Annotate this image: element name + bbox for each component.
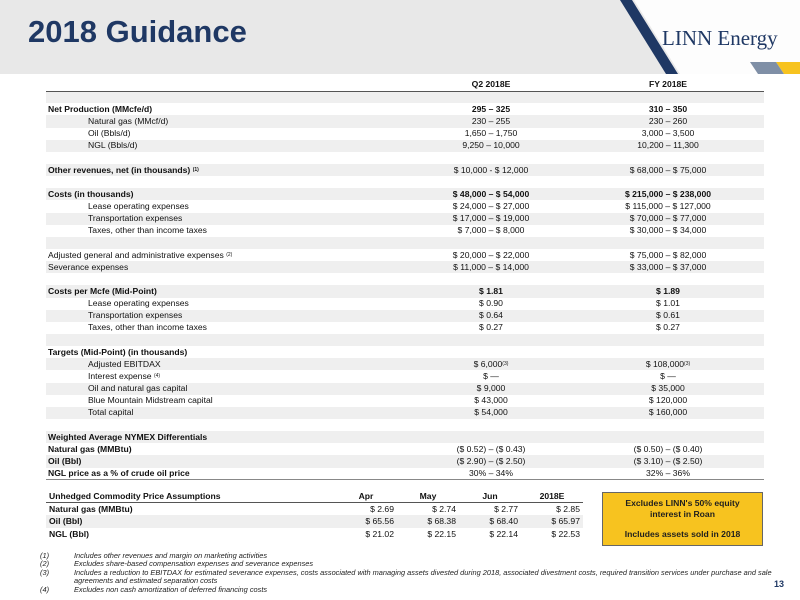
table-row: Oil (Bbls/d) 1,650 – 1,750 3,000 – 3,500	[46, 128, 764, 140]
price-table-title: Unhedged Commodity Price Assumptions	[46, 490, 335, 503]
spacer-row	[46, 273, 764, 285]
spacer-row	[46, 152, 764, 164]
table-row: Adjusted general and administrative expenses $^{(2)}$ $ 20,000 – $ 22,000 $ 75,000 – $ 82,000	[46, 249, 764, 261]
table-row: Lease operating expenses $ 24,000 – $ 27,000 $ 115,000 – $ 127,000	[46, 200, 764, 212]
table-row: Lease operating expenses $ 0.90 $ 1.01	[46, 298, 764, 310]
footnotes	[40, 552, 780, 594]
footnote: (2) Excludes share-based compensation expenses and severance expenses	[40, 559, 314, 569]
callout-line: Excludes LINN's 50% equity	[625, 498, 740, 508]
price-row: Oil (Bbl) $ 65.56 $ 68.38 $ 68.40 $ 65.97	[46, 515, 583, 528]
table-row: Taxes, other than income taxes $ 7,000 – $ 8,000 $ 30,000 – $ 34,000	[46, 225, 764, 237]
table-row: Net Production (MMcfe/d) 295 – 325 310 – 350	[46, 103, 764, 115]
table-row: Interest expense $^{(4)}$ $ — $ —	[46, 370, 764, 382]
table-row: Transportation expenses $ 0.64 $ 0.61	[46, 310, 764, 322]
table-row: Total capital $ 54,000 $ 160,000	[46, 407, 764, 419]
price-header-row: Unhedged Commodity Price Assumptions Apr May Jun 2018E	[46, 490, 583, 503]
table-row: Severance expenses $ 11,000 – $ 14,000 $ 33,000 – $ 37,000	[46, 261, 764, 273]
footnote: (4) Excludes non cash amortization of deferred financing costs	[40, 584, 268, 594]
table-row: Oil (Bbl) ($ 2.90) – ($ 2.50) ($ 3.10) – ($ 2.50)	[46, 455, 764, 467]
spacer-row	[46, 237, 764, 249]
spacer-row	[46, 176, 764, 188]
table-row: Taxes, other than income taxes $ 0.27 $ 0.27	[46, 322, 764, 334]
table-row: Adjusted EBITDAX $ 6,000$^{(3)}$ $ 108,000$^{(3)}$	[46, 358, 764, 370]
table-row: Oil and natural gas capital $ 9,000 $ 35,000	[46, 383, 764, 395]
callout-line: interest in Roan	[650, 509, 715, 519]
header-bar	[0, 0, 800, 74]
column-header-q2: Q2 2018E	[410, 79, 572, 91]
callout-line: Includes assets sold in 2018	[624, 529, 741, 539]
price-assumptions-table	[46, 490, 583, 540]
price-row: NGL (Bbl) $ 21.02 $ 22.15 $ 22.14 $ 22.53	[49, 528, 580, 539]
table-row: Costs per Mcfe (Mid-Point) $ 1.81 $ 1.89	[46, 285, 764, 297]
spacer-row	[46, 334, 764, 346]
table-row: Costs (in thousands) $ 48,000 – $ 54,000 $ 215,000 – $ 238,000	[46, 188, 764, 200]
table-row: Natural gas (MMBtu) ($ 0.52) – ($ 0.43) ($ 0.50) – ($ 0.40)	[46, 443, 764, 455]
table-row: Natural gas (MMcf/d) 230 – 255 230 – 260	[46, 115, 764, 127]
table-row: NGL price as a % of crude oil price 30% – 34% 32% – 36%	[46, 468, 764, 480]
footnote: (1) Includes other revenues and margin on marketing activities	[40, 551, 268, 560]
page-title: 2018 Guidance	[28, 14, 247, 49]
guidance-table	[46, 79, 764, 480]
callout-box	[602, 492, 763, 546]
column-header-fy: FY 2018E	[572, 79, 764, 91]
spacer-row	[46, 91, 764, 103]
page-number: 13	[774, 579, 785, 589]
price-row: Natural gas (MMBtu) $ 2.69 $ 2.74 $ 2.77 $ 2.85	[49, 504, 580, 514]
table-row: Transportation expenses $ 17,000 – $ 19,000 $ 70,000 – $ 77,000	[46, 213, 764, 225]
table-row: Other revenues, net (in thousands) $^{(1)}$ $ 10,000 - $ 12,000 $ 68,000 – $ 75,000	[46, 164, 764, 176]
column-header-row	[46, 79, 764, 91]
footnote: (3) Includes a reduction to EBITDAX for estimated severance expenses, costs associated with managing assets divested during 2018, associated divestment costs, required transition services under purchase and sale agreements and estimated separation costs	[40, 567, 772, 586]
company-logo: LINN Energy	[662, 26, 778, 50]
table-row: Targets (Mid-Point) (in thousands)	[46, 346, 764, 358]
spacer-row	[46, 419, 764, 431]
table-row: Weighted Average NYMEX Differentials	[46, 431, 764, 443]
table-row: Blue Mountain Midstream capital $ 43,000 $ 120,000	[46, 395, 764, 407]
table-row: NGL (Bbls/d) 9,250 – 10,000 10,200 – 11,300	[46, 140, 764, 152]
